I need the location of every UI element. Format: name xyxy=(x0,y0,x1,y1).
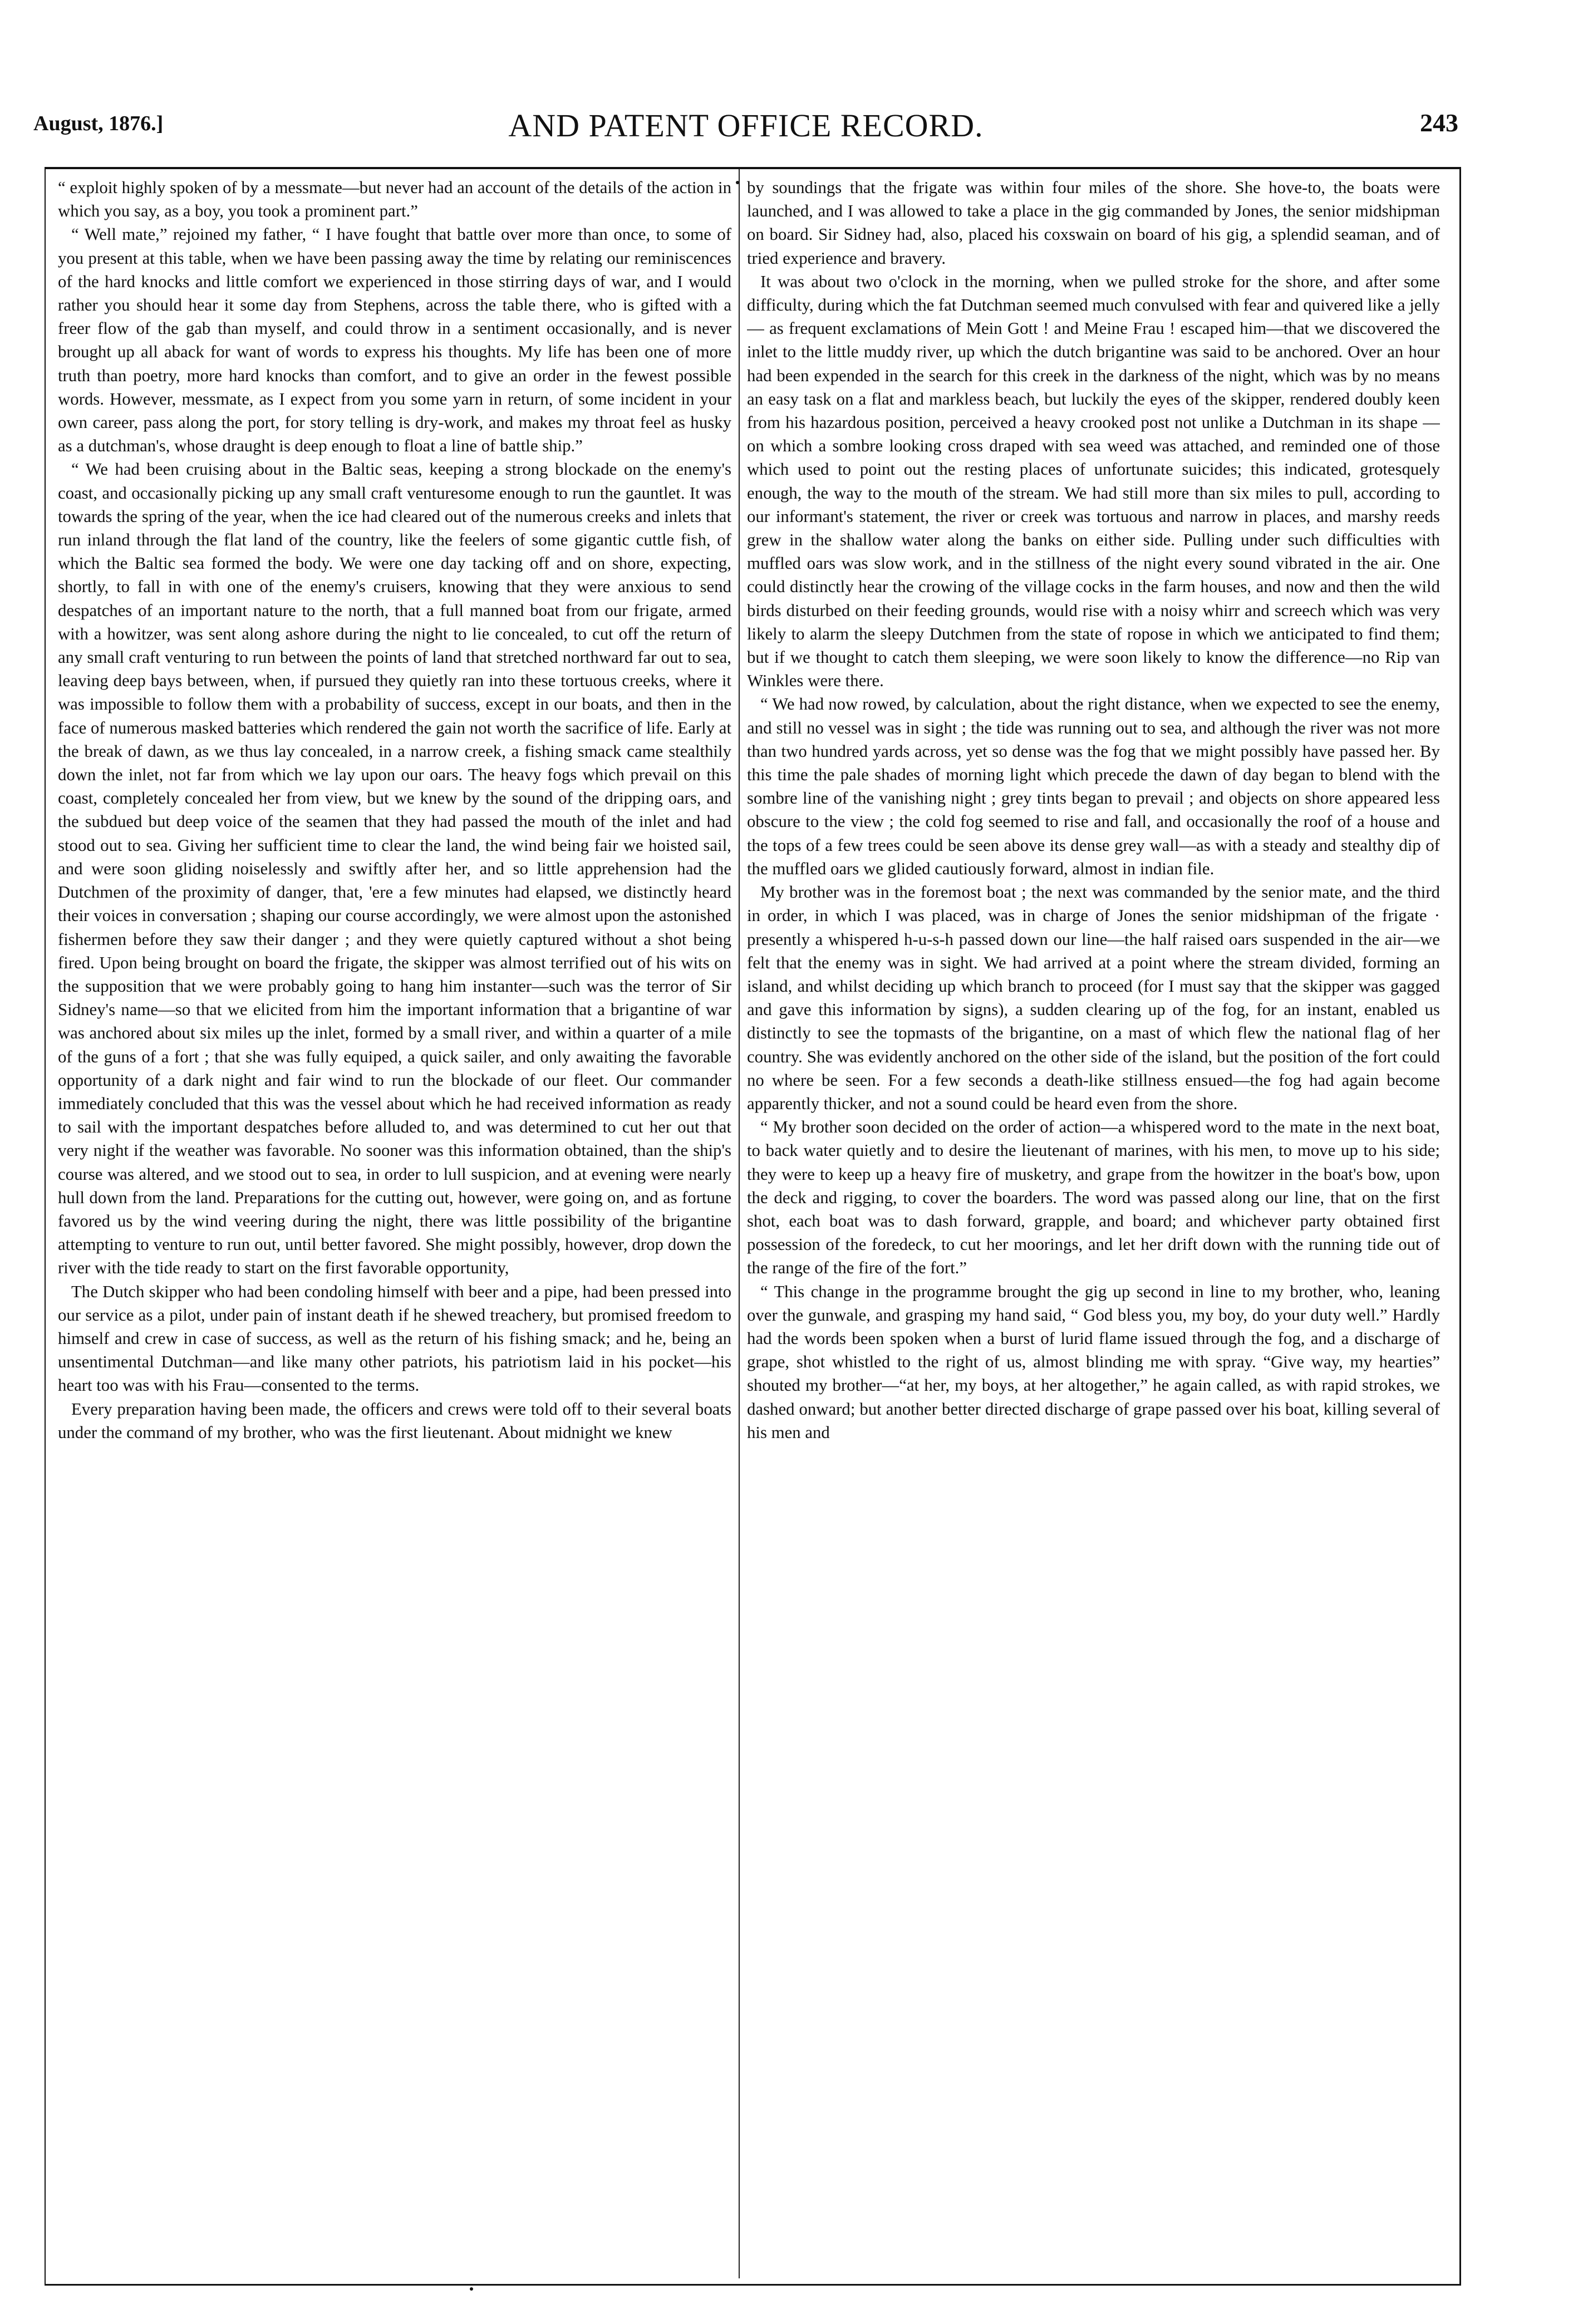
paragraph: “ My brother soon decided on the order of action—a whispered word to the mate in the next boat, to back water quietly and to desire the lieutenant of marines, with his men, to move up to his side; they were to keep up a heavy fire of musketry, and grape from the howitzer in the boat's bow, upon the deck and rigging, to cover the boarders. The word was passed along our line, that on the first shot, each boat was to dash forward, grapple, and board; and whichever party obtained first possession of the foredeck, to cut her moorings, and let her drift down with the running tide out of the range of the fire of the fort.” xyxy=(747,1117,1440,1278)
paragraph: “ exploit highly spoken of by a messmate—but never had an account of the details of the action in which you say, as a boy, you took a prominent part.” xyxy=(58,178,731,221)
running-title: AND PATENT OFFICE RECORD. xyxy=(508,107,984,144)
paragraph: “ We had been cruising about in the Baltic seas, keeping a strong blockade on the enemy's coast, and occasionally picking up any small craft venturesome enough to run the gauntlet. It was towards the spring of the year, when the ice had cleared out of the numerous creeks and inlets that run inland through the flat land of the country, like the feelers of some gigantic cuttle fish, of which the Baltic sea formed the body. We were one day tacking off and on shore, expecting, shortly, to fall in with one of the enemy's cruisers, knowing that they were anxious to send despatches of an important nature to the north, that a full manned boat from our frigate, armed with a howitzer, was sent along ashore during the night to lie concealed, to cut off the return of any small craft venturing to run between the points of land that stretched northward far out to sea, leaving deep bays between, when, if pursued they quietly ran into these tortuous creeks, where it was impossible to follow them with a probability of success, except in our boats, and then in the face of numerous masked batteries which rendered the gain not worth the sacrifice of life. Early at the break of dawn, as we thus lay concealed, in a narrow creek, a fishing smack came stealthily down the inlet, not far from which we lay upon our oars. The heavy fogs which prevail on this coast, completely concealed her from view, but we knew by the sound of the dripping oars, and the subdued but deep voice of the seamen that they had passed the mouth of the inlet and had stood out to sea. Giving her sufficient time to clear the land, the wind being fair we hoisted sail, and were soon gliding noiselessly and swiftly after her, and so little apprehension had the Dutchmen of the proximity of danger, that, 'ere a few minutes had elapsed, we distinctly heard their voices in conversation ; shaping our course accordingly, we were almost upon the astonished fishermen before they saw their danger ; and they were quietly captured without a shot being fired. Upon being brought on board the frigate, the skipper was almost terrified out of his wits on the supposition that we were probably going to hang him instanter—such was the terror of Sir Sidney's name—so that we elicited from him the important information that a brigantine of war was anchored about six miles up the inlet, formed by a small river, and within a quarter of a mile of the guns of a fort ; that she was fully equiped, a quick sailer, and only awaiting the favorable opportunity of a dark night and fair wind to run the blockade of our fleet. Our commander immediately concluded that this was the vessel about which he had received information as ready to sail with the important despatches before alluded to, and was determined to cut her out that very night if the weather was favorable. No sooner was this information obtained, than the ship's course was altered, and we stood out to sea, in order to lull suspicion, and at evening were nearly hull down from the land. Preparations for the cutting out, however, were going on, and as fortune favored us by the wind veering during the night, there was little possibility of the brigantine attempting to venture to run out, until better favored. She might possibly, however, drop down the river with the tide ready to start on the first favorable opportunity, xyxy=(58,460,731,1278)
column-divider xyxy=(739,169,740,2278)
paragraph: My brother was in the foremost boat ; the next was commanded by the senior mate, and the third in order, in which I was placed, was in charge of Jones the senior midshipman of the frigate · presently a whispered h-u-s-h passed down our line—the half raised oars suspended in the air—we felt that the enemy was in sight. We had arrived at a point where the stream divided, forming an island, and whilst deciding up which branch to proceed (for I must say that the skipper was gagged and gave this information by signs), a sudden clearing up of the fog, for an instant, enabled us distinctly to see the topmasts of the brigantine, on a mast of which flew the national flag of her country. She was evidently anchored on the other side of the island, but the position of the fort could no where be seen. For a few seconds a death-like stillness ensued—the fog had again become apparently thicker, and not a sound could be heard even from the shore. xyxy=(747,883,1440,1113)
issue-date: August, 1876.] xyxy=(33,112,164,135)
printer-mark-dot xyxy=(736,181,739,184)
page-header xyxy=(33,107,1458,145)
paragraph: The Dutch skipper who had been condoling himself with beer and a pipe, had been pressed into our service as a pilot, under pain of instant death if he shewed treachery, but promised freedom to himself and crew in case of success, as well as the return of his fishing smack; and he, being an unsentimental Dutchman—and like many other patriots, his patriotism laid in his pocket—his heart too was with his Frau—consented to the terms. xyxy=(58,1282,731,1395)
page-number: 243 xyxy=(1420,109,1458,137)
paragraph: Every preparation having been made, the officers and crews were told off to their several boats under the command of my brother, who was the first lieutenant. About midnight we knew xyxy=(58,1399,731,1442)
paragraph: “ This change in the programme brought the gig up second in line to my brother, who, leaning over the gunwale, and grasping my hand said, “ God bless you, my boy, do your duty well.” Hardly had the words been spoken when a burst of lurid flame issued through the fog, and a discharge of grape, shot whistled to the right of us, almost blinding me with spray. “Give way, my hearties” shouted my brother—“at her, my boys, at her altogether,” he again called, as with rapid strokes, we dashed onward; but another better directed discharge of grape passed over his boat, killing several of his men and xyxy=(747,1282,1440,1442)
paragraph: by soundings that the frigate was within four miles of the shore. She hove-to, the boats were launched, and I was allowed to take a place in the gig commanded by Jones, the senior midshipman on board. Sir Sidney had, also, placed his coxswain on board of his gig, a splendid seaman, and of tried experience and bravery. xyxy=(747,178,1440,268)
right-column xyxy=(747,176,1440,2268)
paragraph: It was about two o'clock in the morning, when we pulled stroke for the shore, and after some difficulty, during which the fat Dutchman seemed much convulsed with fear and quivered like a jelly — as frequent exclamations of Mein Gott ! and Meine Frau ! escaped him—that we discovered the inlet to the little muddy river, up which the dutch brigantine was said to be anchored. Over an hour had been expended in the search for this creek in the darkness of the night, which was by no means an easy task on a flat and markless beach, but luckily the eyes of the skipper, rendered doubly keen from his hazardous position, perceived a heavy crooked post not unlike a Dutchman in its shape — on which a sombre looking cross draped with sea weed was attached, and reminded one of those which used to point out the resting places of unfortunate suicides; this indicated, grotesquely enough, the way to the mouth of the stream. We had still more than six miles to pull, according to our informant's statement, the river or creek was tortuous and narrow in places, and marshy reeds grew in the shallow water along the banks on either side. Pulling under such difficulties with muffled oars was slow work, and in the stillness of the night every sound vibrated in the air. One could distinctly hear the crowing of the village cocks in the farm houses, and now and then the wild birds disturbed on their feeding grounds, would rise with a noisy whirr and screech which was very likely to alarm the sleepy Dutchmen from the state of ropose in which we anticipated to find them; but if we thought to catch them sleeping, we were soon likely to know the difference—no Rip van Winkles were there. xyxy=(747,272,1440,691)
printer-mark-dot xyxy=(470,2287,473,2291)
left-column xyxy=(58,176,731,2268)
paragraph: “ Well mate,” rejoined my father, “ I have fought that battle over more than once, to some of you present at this table, when we have been passing away the time by relating our reminiscences of the hard knocks and little comfort we experienced in those stirring days of war, and I would rather you should hear it some day from Stephens, across the table there, who is gifted with a freer flow of the gab than myself, and could throw in a sentiment occasionally, and is never brought up all aback for want of words to express his thoughts. My life has been one of more truth than poetry, more hard knocks than comfort, and to give an order in the fewest possible words. However, messmate, as I expect from you some yarn in return, of some incident in your own career, pass along the port, for story telling is dry-work, and makes my throat feel as husky as a dutchman's, whose draught is deep enough to float a line of battle ship.” xyxy=(58,225,731,456)
paragraph: “ We had now rowed, by calculation, about the right distance, when we expected to see the enemy, and still no vessel was in sight ; the tide was running out to sea, and although the river was not more than two hundred yards across, yet so dense was the fog that we might possibly have passed her. By this time the pale shades of morning light which precede the dawn of day began to blend with the sombre line of the vanishing night ; grey tints began to prevail ; and objects on shore appeared less obscure to the view ; the cold fog seemed to rise and fall, and occasionally the roof of a house and the tops of a few trees could be seen above its dense grey wall—as with a steady and stealthy dip of the muffled oars we glided cautiously forward, almost in indian file. xyxy=(747,695,1440,878)
